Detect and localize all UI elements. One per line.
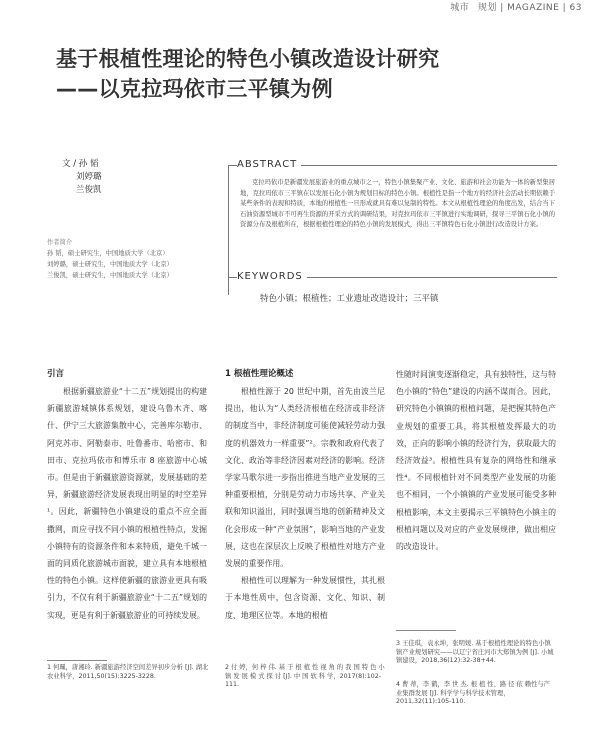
article-title bbox=[56, 44, 556, 104]
abstract-heading: ABSTRACT bbox=[237, 159, 301, 170]
author-intro-line: 刘婷璐，硕士研究生，中国地质大学（北京） bbox=[47, 261, 173, 268]
footnote-4: 4 曹 蒂，李 鹤，李 世 杰. 根 植 性、路 径 依 赖性与产业集群发展 [J]. 科学学与科学技术管理，2011,32(11):105-110. bbox=[396, 681, 550, 705]
page-header: 城市ㅤ规划 | MAGAZINE | 63 bbox=[450, 3, 582, 13]
title-line-2: ——以克拉玛依市三平镇为例 bbox=[56, 77, 333, 101]
section-heading-intro: 引言 bbox=[47, 369, 65, 379]
footnote-2: 2 付 婷，何 梓 伟. 基 于 根 植 性 视 角 的 我 国 特 色 小 镇 发 展 模 式 探 讨 [J]. 中 国 软 科 学，2017(8):102-111. bbox=[225, 664, 385, 688]
paragraph: 根植性源于 20 世纪中期，首先由波兰尼提出，他认为“人类经济根植在经济或非经济的制度当中，非经济制度可能使减轻劳动力强度的机器效力一样重要”²。宗教和政府代表了文化、政治等非经济因素对经济的影响。经济学家马歌尔进一步指出推进当地产业发展的三种重要根植，分别是劳动力市场共享、产业关联和知识溢出，同时强调当地的创新精神及文化会形成一种“产业氛围”，影响当地的产业发展，这也在深层次上反映了根植性对地方产业发展的重要作用。 bbox=[225, 387, 385, 569]
author-intro bbox=[47, 237, 207, 281]
abstract-side-rule bbox=[228, 165, 229, 295]
paragraph: 根据新疆旅游业“十二五”规划提出的构建新疆旅游城镇体系规划，建设乌鲁木齐、喀什、伊宁三大旅游集散中心，完善库尔勒市、阿克苏市、阿勒泰市、吐鲁番市、哈密市、和田市、克拉玛依市和博乐市 8 座旅游中心城市。但是由于新疆旅游资源就，发展基础的差异，新疆旅游经济发展表现出明显的时空差异¹。因此，新疆特色小镇建设的重点不应全面撒网，而应寻找不同小镇的根植性特点，发掘小镇特有的资源条件和本来特质，避免千城一面的同质化旅游城市面貌，建立具有本地根植性的特色小镇。这样使新疆的旅游业更具有吸引力，不仅有利于新疆旅游业“十二五”规划的实现，更是有利于新疆旅游业的可持续发展。 bbox=[47, 387, 207, 620]
author-intro-line: 兰俊凯，硕士研究生，中国地质大学（北京） bbox=[47, 272, 173, 279]
title-line-1: 基于根植性理论的特色小镇改造设计研究 bbox=[56, 47, 440, 71]
author-intro-label: 作者简介 bbox=[47, 239, 73, 246]
keywords-text: 特色小镇；根植性；工业遗址改造设计；三平镇 bbox=[260, 294, 439, 304]
footnote-1: 1 何珮，唐湘玲. 新疆旅游经济空间差异初步分析 [J]. 湖北农业科学，2011,50(15):3225-3228. bbox=[47, 664, 209, 680]
author-intro-line: 孙 韬，硕士研究生，中国地质大学（北京） bbox=[47, 250, 169, 257]
column-3 bbox=[396, 366, 556, 555]
keywords-heading: KEYWORDS bbox=[237, 271, 307, 282]
paragraph: 根植性可以理解为一种发展惯性，其扎根于本地性质中，包含资源、文化、知识、制度、地理区位等。本地的根植 bbox=[225, 576, 385, 620]
section-heading-theory: 1 根植性理论概述 bbox=[225, 369, 294, 379]
author-1: 文 / 孙 韬 bbox=[62, 159, 99, 169]
footnote-rule bbox=[47, 660, 107, 661]
footnote-rule bbox=[396, 630, 456, 631]
column-1 bbox=[47, 366, 207, 624]
footnote-3: 3 王佳琪，袁永坤，张明媛. 基于根植性理论的特色小镇镇产业规划研究——以辽宁省庄河市大郑镇为例 [J]. 小城镇建设，2018,36(12):32-38+44. bbox=[396, 640, 554, 664]
author-2: 刘婷璐 bbox=[76, 172, 102, 182]
paragraph: 性随时间演变逐渐稳定，具有独特性，这与特色小镇的“特色”建设的内涵不谋而合。因此，研究特色小镇镇的根植问题，是把握其特色产业规划的重要工具，将其根植发挥最大的功效，正向的影响小镇的经济行为，获取最大的经济效益³。根植性具有复杂的网络性和继承性⁴。不同根植针对不同类型产业发展的功能也不相同，一个小镇镇的产业发展可能受多种根植影响，本文主要揭示三平镇特色小镇主的根植问题以及对应的产业发展规律，做出相应的改造设计。 bbox=[396, 370, 556, 552]
author-3: 兰俊凯 bbox=[76, 185, 102, 195]
author-list bbox=[62, 158, 102, 197]
abstract-text: 克拉玛依市是新疆发展旅游业的重点城市之一，特色小镇集聚产业、文化、旅游和社会功能为一体的新型集居地，克拉玛依市三平镇在以发展石化小镇为规划目标的特色小镇。根植性是指一个地方的经济社会活动长期依赖于某些条件的表现和特质，本地的根植性一旦形成就具有难以复制的特性。本文从根植性理论的角度出发，结合当下石油资源型城市不可再生资源的开采方式的调研结果，对克拉玛依市三平镇进行实地调研，探寻三平镇石化小镇的资源分布及根植所在，根据根植性理论的特色小镇的发展模式，得出三平镇特色石化小镇进行改造设计方案。 bbox=[240, 179, 555, 228]
column-2 bbox=[225, 366, 385, 624]
